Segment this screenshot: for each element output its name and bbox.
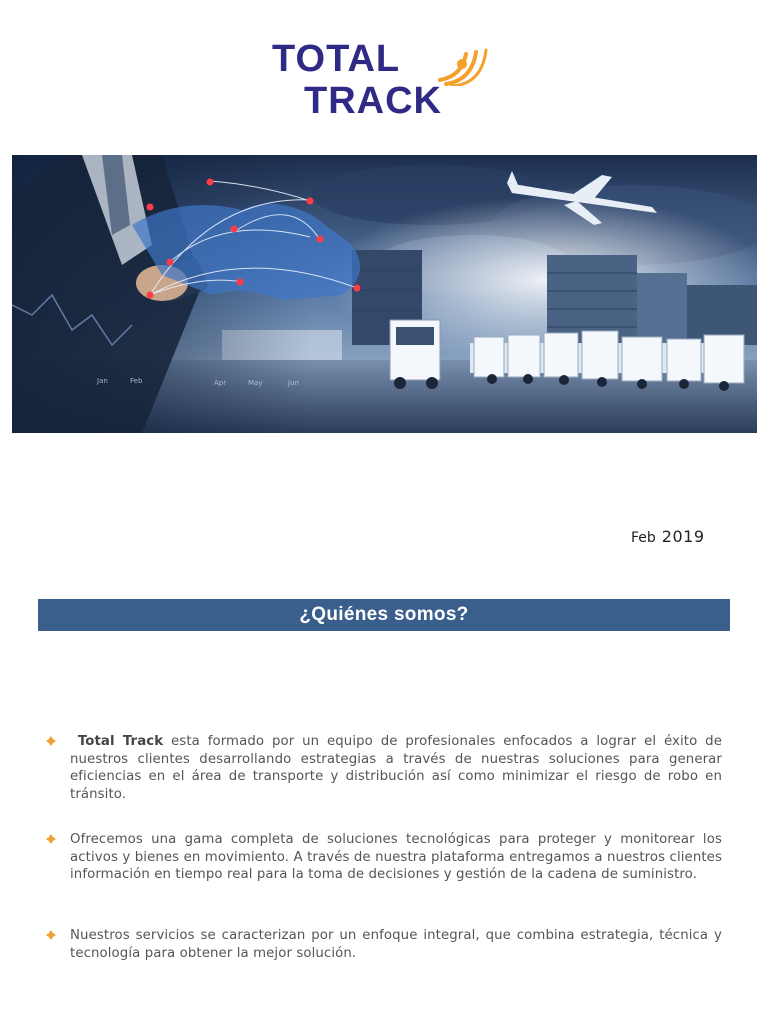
- month-label: Apr: [214, 379, 227, 387]
- bullet-text: [70, 733, 722, 803]
- month-label: Jan: [97, 377, 108, 385]
- section-title: ¿Quiénes somos?: [299, 604, 469, 625]
- document-date: [631, 527, 705, 546]
- date-year: 2019: [661, 527, 705, 546]
- hero-illustration: [12, 155, 757, 433]
- date-month: Feb: [631, 530, 656, 546]
- bullet-body: esta formado por un equipo de profesionales enfocados a lograr el éxito de nuestros clientes desarrollando estrategias a través de nuestras soluciones para generar eficiencias en el área de transporte y distribución así como minimizar el riesgo de robo en tránsito.: [70, 734, 722, 802]
- logo-text-track: TRACK: [304, 80, 442, 122]
- signal-waves-icon: [432, 40, 488, 86]
- hero-logistics-image: [12, 155, 757, 433]
- diamond-bullet-icon: [46, 834, 56, 844]
- diamond-bullet-icon: [46, 930, 56, 940]
- section-header-bar: [38, 599, 730, 631]
- month-label: Jun: [288, 379, 299, 387]
- bullet-text: Nuestros servicios se caracterizan por un enfoque integral, que combina estrategia, técnica y tecnología para obtener la mejor solución.: [70, 928, 722, 961]
- total-track-logo: [268, 38, 490, 120]
- bullet-item: [46, 733, 722, 803]
- bullet-item: [46, 927, 722, 962]
- bullet-text: Ofrecemos una gama completa de soluciones tecnológicas para proteger y monitorear los activos y bienes en movimiento. A través de nuestra plataforma entregamos a nuestros clientes información en tiempo real para la toma de decisiones y gestión de la cadena de suministro.: [70, 832, 722, 882]
- bullet-item: [46, 831, 722, 884]
- logo-text-total: TOTAL: [272, 38, 401, 80]
- month-label: Feb: [130, 377, 143, 385]
- month-label: May: [248, 379, 263, 387]
- brand-name: Total Track: [77, 734, 164, 749]
- diamond-bullet-icon: [46, 736, 56, 746]
